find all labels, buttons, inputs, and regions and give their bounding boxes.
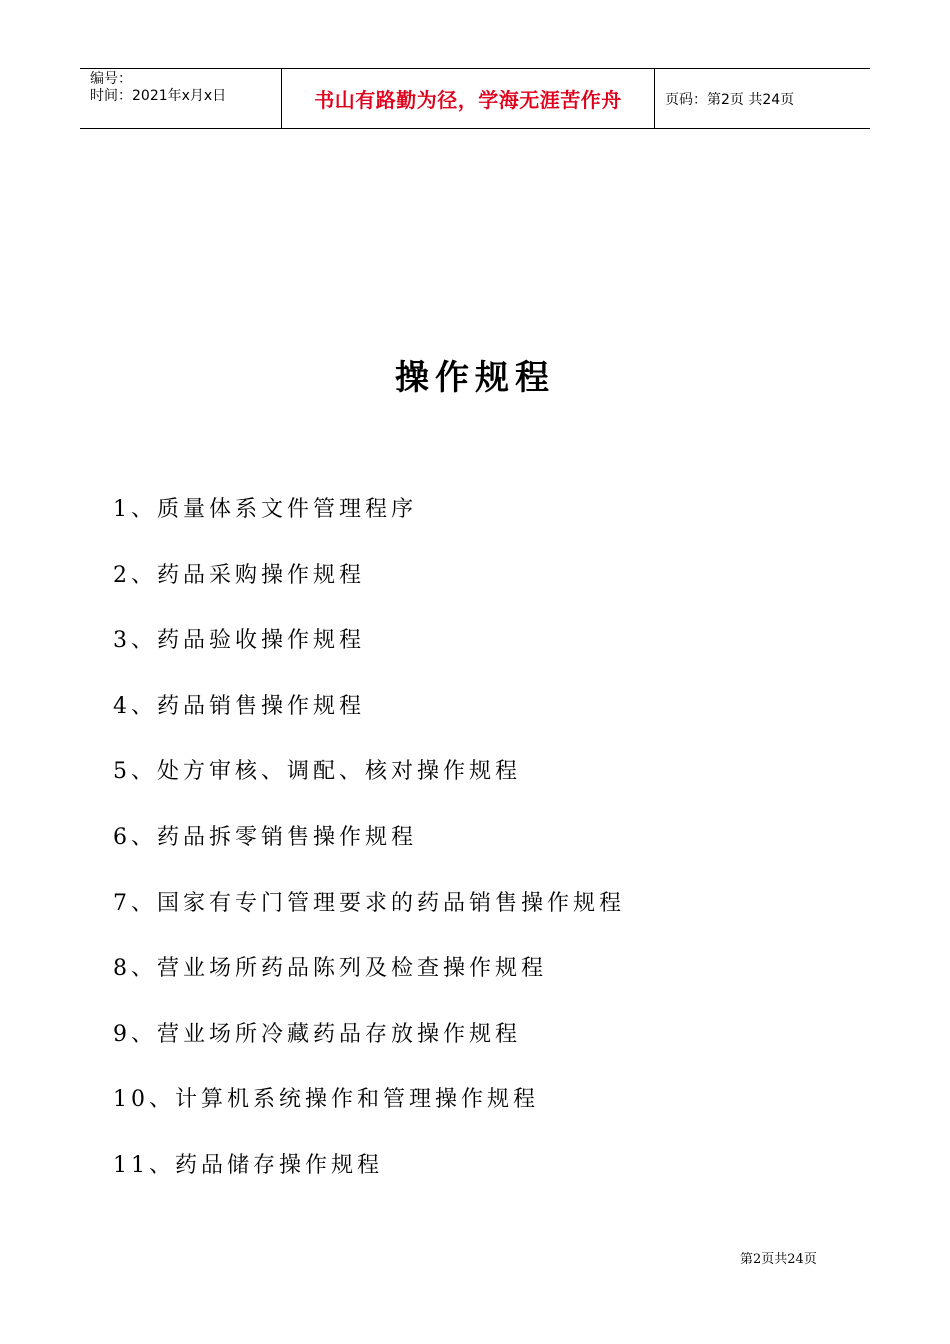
toc-item: 5、处方审核、调配、核对操作规程 (113, 759, 521, 785)
header-motto-cell (282, 69, 655, 128)
toc-item: 11、药品储存操作规程 (113, 1152, 383, 1178)
page-footer: 第2页共24页 (740, 1252, 817, 1267)
page-header (80, 68, 870, 129)
header-motto: 书山有路勤为径，学海无涯苦作舟 (314, 88, 622, 112)
header-page-info: 页码：第2页 共24页 (665, 91, 795, 108)
header-meta (80, 69, 282, 128)
toc-item: 9、营业场所冷藏药品存放操作规程 (113, 1021, 521, 1047)
table-of-contents (113, 490, 625, 1212)
document-time-label: 时间：2021年x月x日 (90, 88, 227, 104)
toc-item: 2、药品采购操作规程 (113, 562, 365, 588)
toc-item: 8、营业场所药品陈列及检查操作规程 (113, 956, 547, 982)
toc-item: 7、国家有专门管理要求的药品销售操作规程 (113, 890, 625, 916)
toc-item: 1、质量体系文件管理程序 (113, 497, 417, 522)
toc-item: 4、药品销售操作规程 (113, 693, 365, 719)
toc-item: 3、药品验收操作规程 (113, 628, 365, 654)
toc-item: 10、计算机系统操作和管理操作规程 (113, 1087, 539, 1113)
document-title: 操作规程 (395, 358, 555, 398)
toc-item: 6、药品拆零销售操作规程 (113, 824, 417, 850)
document-number-label: 编号： (90, 71, 132, 87)
